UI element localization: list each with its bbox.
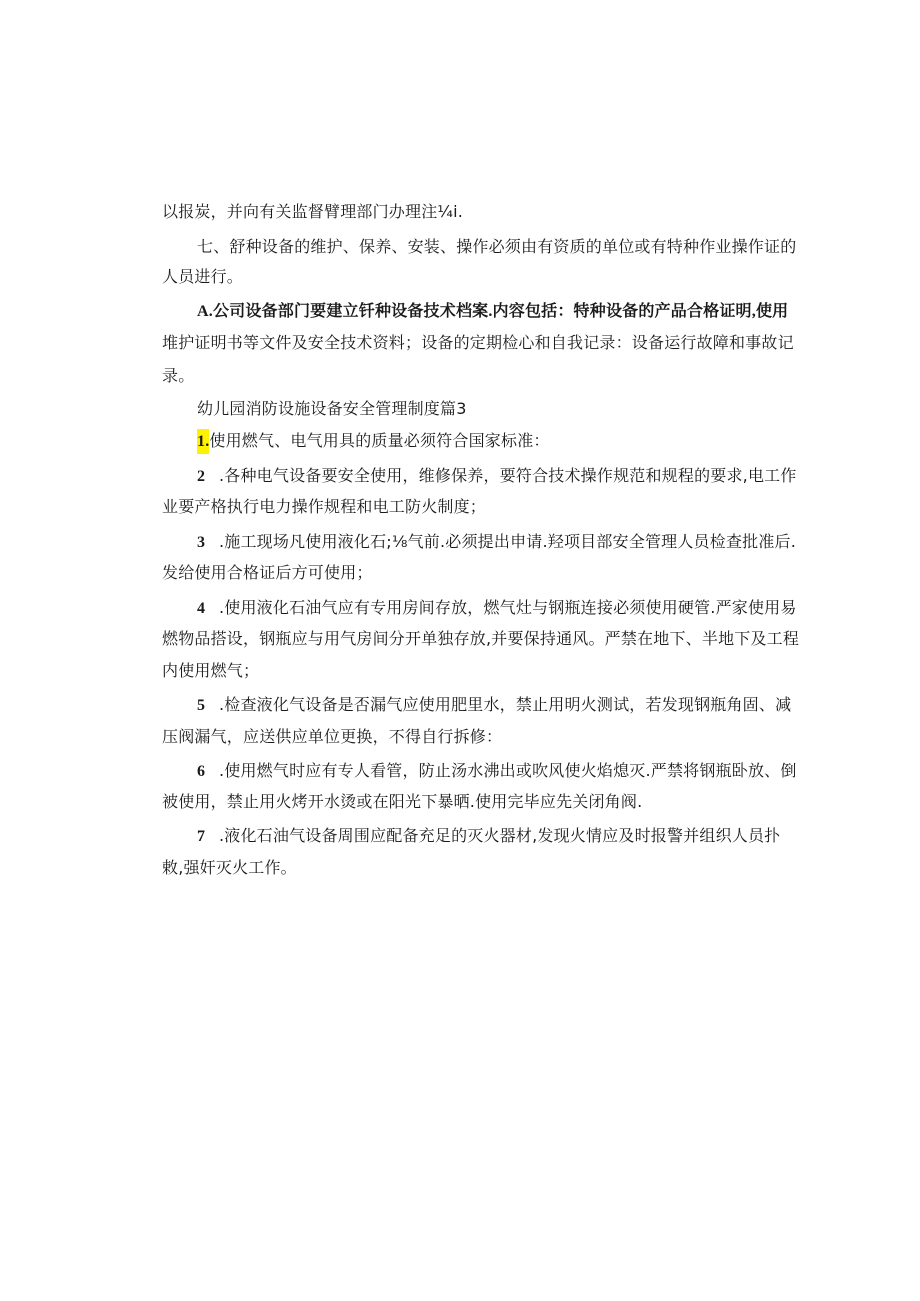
list-item-text: .各种电气设备要安全使用，维修保养，要符合技术操作规范和规程的要求,电工作 bbox=[219, 466, 797, 485]
list-item-text: 使用燃气、电气用具的质量必须符合国家标准： bbox=[209, 431, 550, 450]
text-line: 敕,强奸灭火工作。 bbox=[162, 858, 297, 877]
list-item-number: 2 bbox=[197, 468, 206, 485]
list-item bbox=[197, 826, 780, 847]
text-line: 压阀漏气，应送供应单位更换，不得自行拆修： bbox=[162, 727, 503, 746]
list-item bbox=[197, 761, 797, 782]
list-item bbox=[197, 466, 797, 487]
list-item-text: .检查液化气设备是否漏气应使用肥里水，禁止用明火测试，若发现钢瓶角固、减 bbox=[219, 695, 792, 714]
text-line: 堆护证明书等文件及安全技术资料；设备的定期检心和自我记录：设备运行故障和事故记 bbox=[162, 333, 794, 352]
list-item-number: 5 bbox=[197, 697, 206, 714]
list-item-text: .施工现场凡使用液化石;⅛气前.必须提出申请.羟项目部安全管理人员检查批准后. bbox=[219, 532, 797, 551]
text-line: 七、舒种设备的维护、保养、安装、操作必须由有资质的单位或有特种作业操作证的 bbox=[197, 237, 797, 256]
highlighted-number: 1. bbox=[197, 429, 209, 454]
list-item-number: 4 bbox=[197, 600, 206, 617]
text-line: 内使用燃气； bbox=[162, 661, 260, 680]
text-line: 发给使用合格证后方可使用； bbox=[162, 563, 373, 582]
list-item bbox=[197, 695, 791, 716]
list-item bbox=[197, 431, 550, 452]
section-heading: 幼儿园消防设施设备安全管理制度篇3 bbox=[197, 399, 467, 418]
text-line: 以报炭，并向有关监督臂理部门办理注¼i. bbox=[162, 202, 464, 221]
list-item-text: .使用燃气时应有专人看管，防止汤水沸出或吹风使火焰熄灭.严禁将钢瓶卧放、倒 bbox=[219, 761, 797, 780]
text-line: 被使用，禁止用火烤开水烫或在阳光下暴晒.使用完毕应先关闭角阀. bbox=[162, 792, 643, 811]
text-line: 燃物品搭设，钢瓶应与用气房间分开单独存放,并要保持通风。严禁在地下、半地下及工程 bbox=[162, 629, 800, 648]
list-item-text: .液化石油气设备周围应配备充足的灭火器材,发现火情应及时报警并组织人员扑 bbox=[219, 826, 781, 845]
list-item-text: .使用液化石油气应有专用房间存放，燃气灶与钢瓶连接必须使用硬管.严家使用易 bbox=[219, 598, 797, 617]
list-item-number: 7 bbox=[197, 828, 206, 845]
text-line: 业要产格执行电力操作规程和电工防火制度； bbox=[162, 497, 487, 516]
list-item-number: 3 bbox=[197, 534, 206, 551]
list-item bbox=[197, 532, 796, 553]
list-item bbox=[197, 598, 797, 619]
text-line: A.公司设备部门要建立钎种设备技术档案.内容包括：特种设备的产品合格证明,使用 bbox=[197, 303, 789, 320]
list-item-number: 6 bbox=[197, 763, 206, 780]
text-line: 人员进行。 bbox=[162, 267, 244, 286]
text-line: 录。 bbox=[162, 366, 195, 385]
